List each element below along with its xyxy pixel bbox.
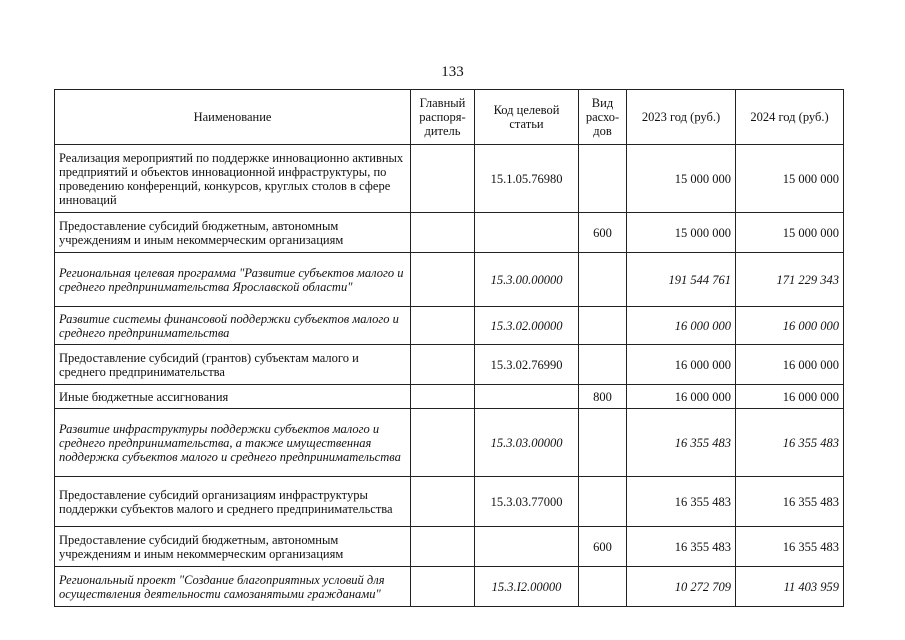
- row-manager-cell: [411, 345, 475, 385]
- header-type: Вид расхо-дов: [579, 90, 627, 145]
- row-type-cell: 600: [579, 527, 627, 567]
- row-manager-cell: [411, 307, 475, 345]
- row-manager-cell: [411, 213, 475, 253]
- table-row: [55, 345, 844, 385]
- header-manager: Главный распоря-дитель: [411, 90, 475, 145]
- row-name-cell: Предоставление субсидий бюджетным, автономным учреждениям и иным некоммерческим организациям: [55, 213, 411, 253]
- row-name-cell: Региональный проект "Создание благоприятных условий для осуществления деятельности самозанятыми гражданами": [55, 567, 411, 607]
- row-name-cell: Иные бюджетные ассигнования: [55, 385, 411, 409]
- row-type-cell: [579, 477, 627, 527]
- row-manager-cell: [411, 567, 475, 607]
- row-2024-cell: 171 229 343: [736, 253, 844, 307]
- row-code-cell: [475, 213, 579, 253]
- page-number: 133: [441, 64, 464, 80]
- row-name-cell: Развитие системы финансовой поддержки субъектов малого и среднего предпринимательства: [55, 307, 411, 345]
- row-2024-cell: 16 355 483: [736, 527, 844, 567]
- row-code-cell: 15.1.05.76980: [475, 145, 579, 213]
- row-code-cell: 15.3.03.00000: [475, 409, 579, 477]
- row-type-cell: [579, 567, 627, 607]
- header-2024: 2024 год (руб.): [736, 90, 844, 145]
- row-code-cell: 15.3.03.77000: [475, 477, 579, 527]
- table-row: [55, 477, 844, 527]
- row-2024-cell: 16 000 000: [736, 385, 844, 409]
- row-2023-cell: 16 000 000: [627, 385, 736, 409]
- row-code-cell: 15.3.00.00000: [475, 253, 579, 307]
- row-2024-cell: 16 355 483: [736, 477, 844, 527]
- row-code-cell: [475, 385, 579, 409]
- row-name-cell: Региональная целевая программа "Развитие субъектов малого и среднего предпринимательства Ярославской области": [55, 253, 411, 307]
- row-manager-cell: [411, 409, 475, 477]
- row-name-cell: Развитие инфраструктуры поддержки субъектов малого и среднего предпринимательства, а также имущественная поддержка субъектов малого и среднего предпринимательства: [55, 409, 411, 477]
- row-type-cell: [579, 253, 627, 307]
- row-type-cell: [579, 307, 627, 345]
- row-manager-cell: [411, 145, 475, 213]
- header-code: Код целевой статьи: [475, 90, 579, 145]
- row-code-cell: 15.3.02.00000: [475, 307, 579, 345]
- row-manager-cell: [411, 477, 475, 527]
- row-2023-cell: 16 000 000: [627, 307, 736, 345]
- row-2023-cell: 16 355 483: [627, 527, 736, 567]
- row-manager-cell: [411, 385, 475, 409]
- row-code-cell: 15.3.I2.00000: [475, 567, 579, 607]
- table-row: [55, 213, 844, 253]
- row-2024-cell: 15 000 000: [736, 213, 844, 253]
- table-header-row: [55, 90, 844, 145]
- row-2024-cell: 16 355 483: [736, 409, 844, 477]
- row-code-cell: [475, 527, 579, 567]
- row-2023-cell: 15 000 000: [627, 213, 736, 253]
- table-row: [55, 409, 844, 477]
- row-2024-cell: 16 000 000: [736, 345, 844, 385]
- table-row: [55, 527, 844, 567]
- table-row: [55, 145, 844, 213]
- row-2024-cell: 15 000 000: [736, 145, 844, 213]
- row-name-cell: Предоставление субсидий (грантов) субъектам малого и среднего предпринимательства: [55, 345, 411, 385]
- table-body: [55, 145, 844, 607]
- row-manager-cell: [411, 527, 475, 567]
- header-name: Наименование: [55, 90, 411, 145]
- row-2023-cell: 10 272 709: [627, 567, 736, 607]
- row-name-cell: Предоставление субсидий организациям инфраструктуры поддержки субъектов малого и среднего предпринимательства: [55, 477, 411, 527]
- table-row: [55, 385, 844, 409]
- row-manager-cell: [411, 253, 475, 307]
- row-type-cell: 600: [579, 213, 627, 253]
- row-type-cell: [579, 145, 627, 213]
- row-name-cell: Предоставление субсидий бюджетным, автономным учреждениям и иным некоммерческим организациям: [55, 527, 411, 567]
- row-2023-cell: 16 355 483: [627, 477, 736, 527]
- table-row: [55, 307, 844, 345]
- row-2023-cell: 16 000 000: [627, 345, 736, 385]
- row-name-cell: Реализация мероприятий по поддержке инновационно активных предприятий и объектов инновационной инфраструктуры, по проведению конференций, конкурсов, круглых столов в сфере инноваций: [55, 145, 411, 213]
- row-type-cell: 800: [579, 385, 627, 409]
- row-2024-cell: 11 403 959: [736, 567, 844, 607]
- row-2023-cell: 16 355 483: [627, 409, 736, 477]
- table-row: [55, 567, 844, 607]
- row-type-cell: [579, 345, 627, 385]
- table-row: [55, 253, 844, 307]
- row-code-cell: 15.3.02.76990: [475, 345, 579, 385]
- budget-table: [54, 89, 844, 607]
- header-2023: 2023 год (руб.): [627, 90, 736, 145]
- row-2024-cell: 16 000 000: [736, 307, 844, 345]
- row-type-cell: [579, 409, 627, 477]
- row-2023-cell: 15 000 000: [627, 145, 736, 213]
- row-2023-cell: 191 544 761: [627, 253, 736, 307]
